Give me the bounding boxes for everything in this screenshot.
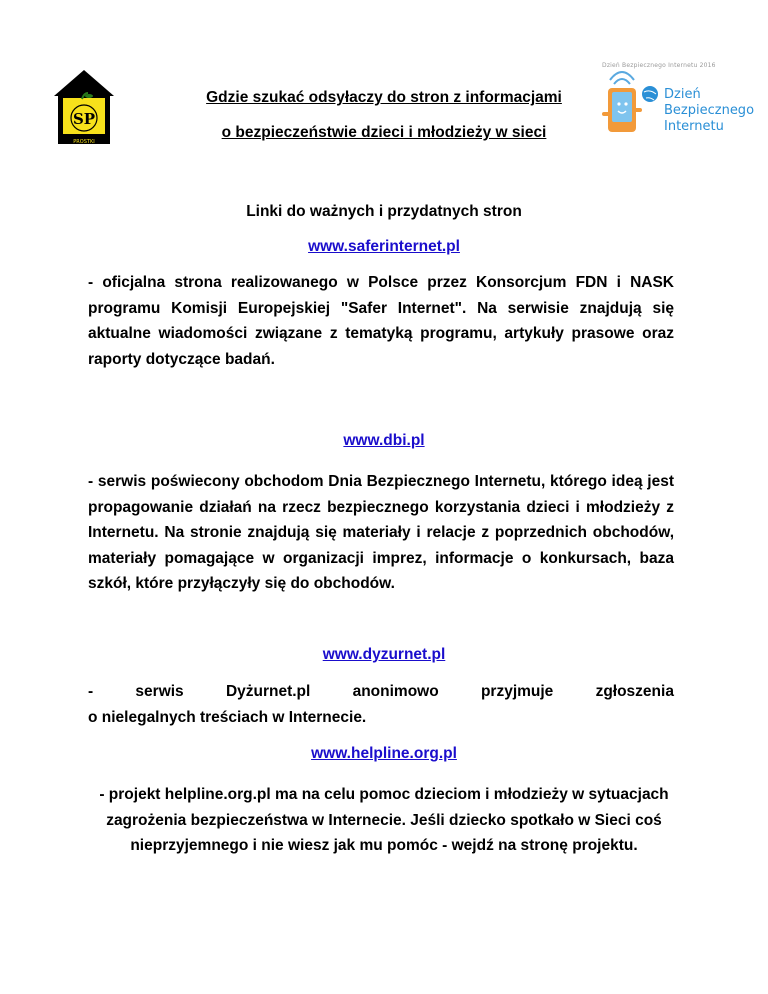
word: przyjmuje <box>480 683 554 700</box>
description-dyzurnet-line-2: o nielegalnych treściach w Internecie. <box>88 708 367 726</box>
word: zgłoszenia <box>595 683 674 700</box>
dbi-logo-line3: Internetu <box>664 119 724 134</box>
link-dbi[interactable]: www.dbi.pl <box>343 432 425 449</box>
description-helpline: - projekt helpline.org.pl ma na celu pomoc dzieciom i młodzieży w sytuacjach zagrożenia bezpieczeństwa w Internecie. Jeśli dziecko spotkało w Sieci coś nieprzyjemnego i nie wiesz jak mu pomóc - wejdź na stronę projektu. <box>99 786 669 854</box>
link-dyzurnet[interactable]: www.dyzurnet.pl <box>322 646 446 663</box>
school-logo-letters: SP <box>72 110 96 128</box>
page-title-line-2: o bezpieczeństwie dzieci i młodzieży w sieci <box>221 124 547 141</box>
description-dbi: - serwis poświecony obchodom Dnia Bezpiecznego Internetu, którego ideą jest propagowanie działań na rzecz bezpiecznego korzystania dzieci i młodzieży z Internetu. Na stronie znajdują się materiały i relacje z poprzednich obchodów, materiały pomagające w organizacji imprez, informacje o konkursach, baza szkół, które przyłączyły się do obchodów. <box>88 473 674 592</box>
section-heading: Linki do ważnych i przydatnych stron <box>246 203 522 220</box>
description-dyzurnet <box>88 679 674 730</box>
word: anonimowo <box>352 683 439 700</box>
word: - <box>88 683 94 700</box>
link-helpline[interactable]: www.helpline.org.pl <box>311 745 457 762</box>
dbi-logo-line2: Bezpiecznego <box>664 103 755 118</box>
word: serwis <box>135 683 184 700</box>
school-logo-caption: PROSTKI <box>73 139 95 145</box>
dbi-logo-line1: Dzień <box>664 87 701 102</box>
page-title-line-1: Gdzie szukać odsyłaczy do stron z informacjami <box>206 89 562 106</box>
link-saferinternet[interactable]: www.saferinternet.pl <box>308 238 460 255</box>
dbi-logo-caption: Dzień Bezpiecznego Internetu 2016 <box>602 62 716 69</box>
description-saferinternet: - oficjalna strona realizowanego w Polsce przez Konsorcjum FDN i NASK programu Komisji Europejskiej "Safer Internet". Na serwisie znajdują się aktualne wiadomości związane z tematyką programu, artykuły prasowe oraz raporty dotyczące badań. <box>88 274 674 368</box>
word: Dyżurnet.pl <box>225 683 311 700</box>
description-dyzurnet-line-1 <box>88 679 674 705</box>
